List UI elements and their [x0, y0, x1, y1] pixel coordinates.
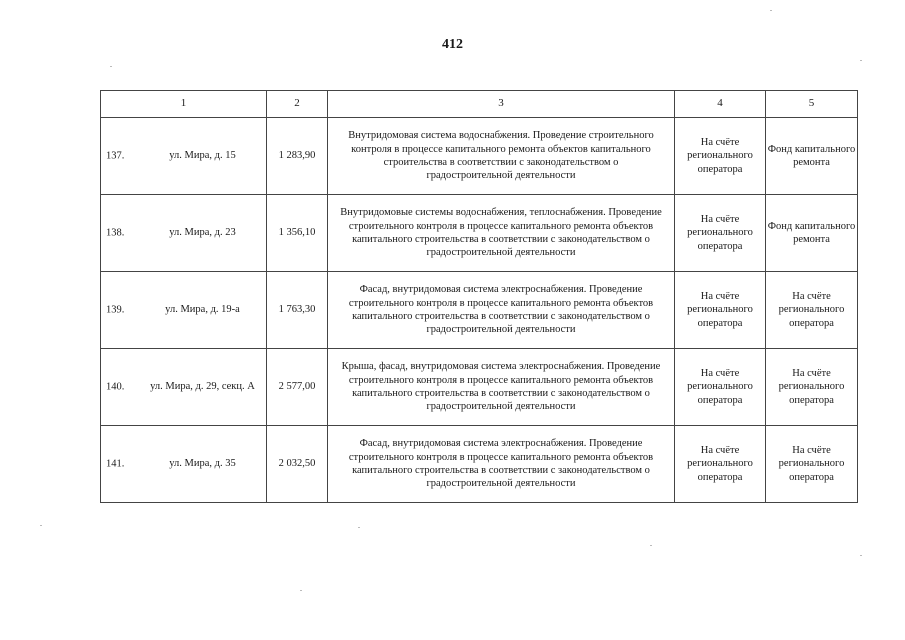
address-cell [101, 195, 267, 272]
table-row [101, 426, 858, 503]
address-cell [101, 426, 267, 503]
funding-source: На счёте регионального оператора [766, 426, 858, 503]
fund-holder: На счёте регионального оператора [675, 349, 766, 426]
scan-speck [40, 525, 42, 526]
row-number: 137. [106, 150, 125, 162]
page-number: 412 [442, 37, 463, 52]
fund-holder: На счёте регионального оператора [675, 426, 766, 503]
scan-speck [358, 527, 360, 528]
scan-speck [860, 555, 862, 556]
fund-holder: На счёте регионального оператора [675, 195, 766, 272]
column-header: 4 [675, 91, 766, 118]
column-header: 1 [101, 91, 267, 118]
building-area: 1 763,30 [267, 272, 328, 349]
table-row [101, 349, 858, 426]
table-row [101, 195, 858, 272]
works-description: Крыша, фасад, внутридомовая система электроснабжения. Проведение строительного контроля в процессе капитального ремонта объектов капитального строительства в соответствии с законодательством о градостроительной деятельности [328, 349, 675, 426]
row-number: 140. [106, 381, 125, 393]
fund-holder: На счёте регионального оператора [675, 272, 766, 349]
funding-source: Фонд капитального ремонта [766, 118, 858, 195]
building-area: 2 032,50 [267, 426, 328, 503]
works-description: Внутридомовая система водоснабжения. Проведение строительного контроля в процессе капитального ремонта объектов капитального строительства в соответствии с законодательством о градостроительной деятельности [328, 118, 675, 195]
works-description: Фасад, внутридомовая система электроснабжения. Проведение строительного контроля в процессе капитального ремонта объектов капитального строительства в соответствии с законодательством о градостроительной деятельности [328, 426, 675, 503]
funding-source: На счёте регионального оператора [766, 272, 858, 349]
funding-source: Фонд капитального ремонта [766, 195, 858, 272]
table-header-row [101, 91, 858, 118]
address-cell [101, 272, 267, 349]
building-address: ул. Мира, д. 15 [169, 150, 236, 162]
funding-source: На счёте регионального оператора [766, 349, 858, 426]
building-address: ул. Мира, д. 23 [169, 227, 236, 239]
works-description: Фасад, внутридомовая система электроснабжения. Проведение строительного контроля в процессе капитального ремонта объектов капитального строительства в соответствии с законодательством о градостроительной деятельности [328, 272, 675, 349]
scan-speck [300, 590, 302, 591]
row-number: 138. [106, 227, 125, 239]
building-address: ул. Мира, д. 35 [169, 458, 236, 470]
row-number: 139. [106, 304, 125, 316]
table-row [101, 272, 858, 349]
address-cell [101, 349, 267, 426]
works-description: Внутридомовые системы водоснабжения, теплоснабжения. Проведение строительного контроля в процессе капитального ремонта объектов капитального строительства в соответствии с законодательством о градостроительной деятельности [328, 195, 675, 272]
column-header: 5 [766, 91, 858, 118]
scan-speck [650, 545, 652, 546]
building-area: 1 356,10 [267, 195, 328, 272]
column-header: 3 [328, 91, 675, 118]
fund-holder: На счёте регионального оператора [675, 118, 766, 195]
building-area: 2 577,00 [267, 349, 328, 426]
scan-speck [770, 10, 772, 11]
column-header: 2 [267, 91, 328, 118]
table-row [101, 118, 858, 195]
address-cell [101, 118, 267, 195]
scan-speck [860, 60, 862, 61]
scan-speck [110, 66, 112, 67]
repair-schedule-table [100, 90, 858, 503]
row-number: 141. [106, 458, 125, 470]
building-address: ул. Мира, д. 19-а [165, 304, 240, 316]
building-area: 1 283,90 [267, 118, 328, 195]
building-address: ул. Мира, д. 29, секц. А [150, 381, 255, 393]
